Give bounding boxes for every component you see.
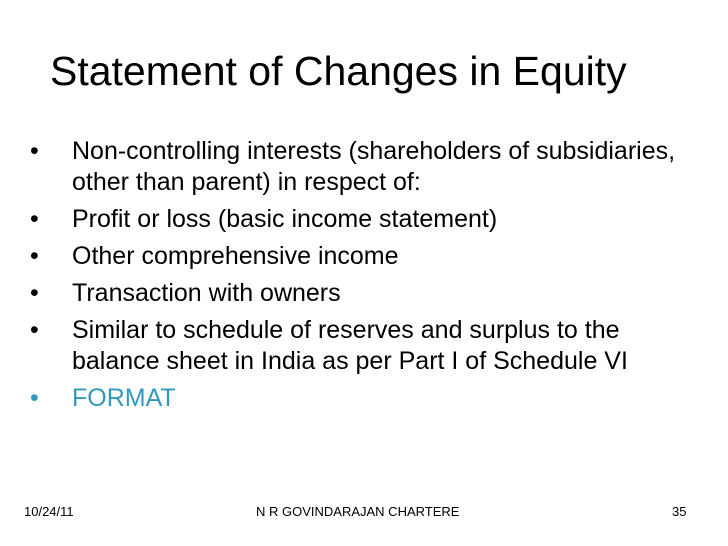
bullet-icon: • — [30, 137, 39, 165]
bullet-text: Similar to schedule of reserves and surplus to the balance sheet in India as per Part I of Schedule VI — [72, 316, 628, 375]
format-link-text[interactable]: FORMAT — [72, 384, 176, 412]
bullet-icon: • — [30, 242, 39, 270]
bullet-text: Non-controlling interests (shareholders of subsidiaries, other than parent) in respect of: — [72, 137, 676, 196]
bullet-icon: • — [30, 279, 39, 307]
bullet-list — [24, 136, 684, 420]
bullet-text: Transaction with owners — [72, 279, 341, 307]
bullet-item-transaction-with-owners — [24, 278, 684, 309]
bullet-item-other-comprehensive-income — [24, 241, 684, 272]
bullet-item-non-controlling-interests — [24, 136, 684, 198]
footer-presenter: N R GOVINDARAJAN CHARTERE — [256, 504, 460, 519]
slide-title: Statement of Changes in Equity — [50, 48, 627, 94]
bullet-icon: • — [30, 316, 39, 344]
bullet-icon: • — [30, 384, 39, 412]
bullet-text: Profit or loss (basic income statement) — [72, 205, 498, 233]
format-link[interactable] — [24, 383, 684, 414]
page-number: 35 — [672, 504, 687, 519]
footer-date: 10/24/11 — [24, 504, 74, 519]
bullet-item-schedule-of-reserves — [24, 315, 684, 377]
bullet-text: Other comprehensive income — [72, 242, 399, 270]
bullet-icon: • — [30, 205, 39, 233]
bullet-item-profit-or-loss — [24, 204, 684, 235]
